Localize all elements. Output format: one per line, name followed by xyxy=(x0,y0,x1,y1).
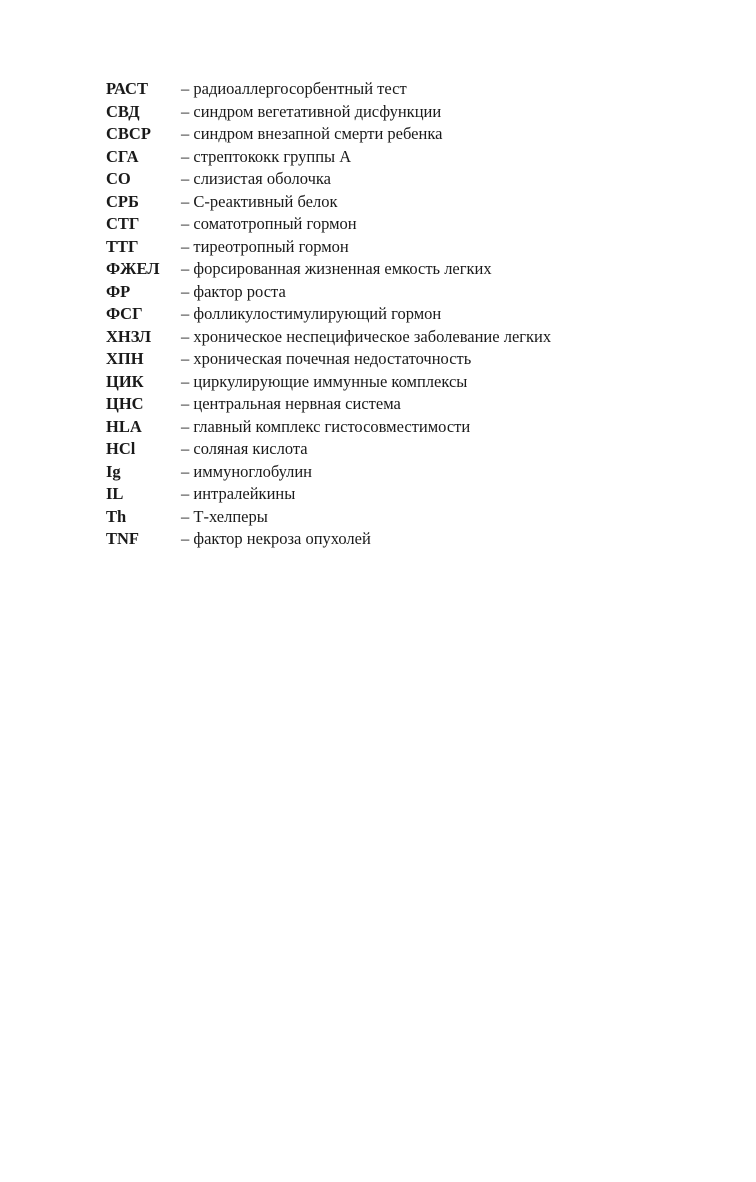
abbreviation-row xyxy=(106,191,551,214)
abbreviation-term: СГА xyxy=(106,146,139,166)
abbreviation-row xyxy=(106,168,551,191)
abbreviation-term: ТТГ xyxy=(106,236,139,256)
abbreviation-row xyxy=(106,258,551,281)
abbreviation-definition: – С-реактивный белок xyxy=(181,191,338,211)
abbreviation-row xyxy=(106,416,551,439)
abbreviation-definition: – хроническое неспецифическое заболевание легких xyxy=(181,326,552,346)
abbreviation-row xyxy=(106,236,551,259)
abbreviation-definition: – синдром вегетативной дисфункции xyxy=(181,101,442,121)
abbreviation-list xyxy=(106,78,551,551)
abbreviation-row xyxy=(106,303,551,326)
abbreviation-term: СТГ xyxy=(106,214,140,233)
abbreviation-row xyxy=(106,146,551,169)
abbreviation-term: HLA xyxy=(106,416,142,436)
abbreviation-row xyxy=(106,348,551,371)
abbreviation-term: Th xyxy=(106,506,127,526)
abbreviation-row xyxy=(106,483,551,506)
abbreviation-definition: – фолликулостимулирующий гормон xyxy=(181,304,442,323)
abbreviation-term: ФСГ xyxy=(106,304,143,323)
abbreviation-row xyxy=(106,213,551,236)
abbreviation-definition: – слизистая оболочка xyxy=(181,169,332,188)
abbreviation-row xyxy=(106,123,551,146)
abbreviation-term: ХПН xyxy=(106,349,144,368)
abbreviation-definition: – соляная кислота xyxy=(181,439,308,458)
abbreviation-term: ФЖЕЛ xyxy=(106,259,160,278)
abbreviation-term: Ig xyxy=(106,461,121,481)
abbreviation-term: СО xyxy=(106,169,131,188)
abbreviation-row xyxy=(106,528,551,551)
abbreviation-term: ЦНС xyxy=(106,394,144,413)
abbreviation-definition: – тиреотропный гормон xyxy=(181,236,349,256)
abbreviation-term: СРБ xyxy=(106,191,139,211)
abbreviation-row xyxy=(106,438,551,461)
abbreviation-definition: – фактор некроза опухолей xyxy=(181,529,371,548)
abbreviation-term: ФР xyxy=(106,281,131,301)
abbreviation-definition: – фактор роста xyxy=(181,281,286,301)
abbreviation-term: IL xyxy=(106,484,124,503)
abbreviation-row xyxy=(106,506,551,529)
abbreviation-row xyxy=(106,78,551,101)
abbreviation-term: ЦИК xyxy=(106,371,144,391)
abbreviation-row xyxy=(106,326,551,349)
abbreviation-row xyxy=(106,101,551,124)
abbreviation-row xyxy=(106,393,551,416)
abbreviation-definition: – главный комплекс гистосовместимости xyxy=(181,416,471,436)
abbreviation-definition: – центральная нервная система xyxy=(181,394,401,413)
abbreviation-definition: – хроническая почечная недостаточность xyxy=(181,349,472,368)
abbreviation-definition: – иммуноглобулин xyxy=(181,461,313,481)
abbreviation-definition: – Т-хелперы xyxy=(181,506,268,526)
abbreviation-definition: – синдром внезапной смерти ребенка xyxy=(181,124,443,143)
abbreviation-term: HCl xyxy=(106,439,136,458)
abbreviation-term: СВД xyxy=(106,101,140,121)
abbreviation-definition: – форсированная жизненная емкость легких xyxy=(181,259,492,278)
abbreviation-term: РАСТ xyxy=(106,79,148,98)
abbreviation-row xyxy=(106,281,551,304)
abbreviation-definition: – стрептококк группы А xyxy=(181,146,352,166)
abbreviation-definition: – соматотропный гормон xyxy=(181,214,357,233)
abbreviation-definition: – интралейкины xyxy=(181,484,296,503)
abbreviation-row xyxy=(106,371,551,394)
abbreviation-term: TNF xyxy=(106,529,139,548)
abbreviation-term: ХНЗЛ xyxy=(106,326,152,346)
abbreviation-definition: – радиоаллергосорбентный тест xyxy=(181,79,407,98)
abbreviation-term: СВСР xyxy=(106,124,151,143)
abbreviation-row xyxy=(106,461,551,484)
abbreviation-definition: – циркулирующие иммунные комплексы xyxy=(181,371,468,391)
